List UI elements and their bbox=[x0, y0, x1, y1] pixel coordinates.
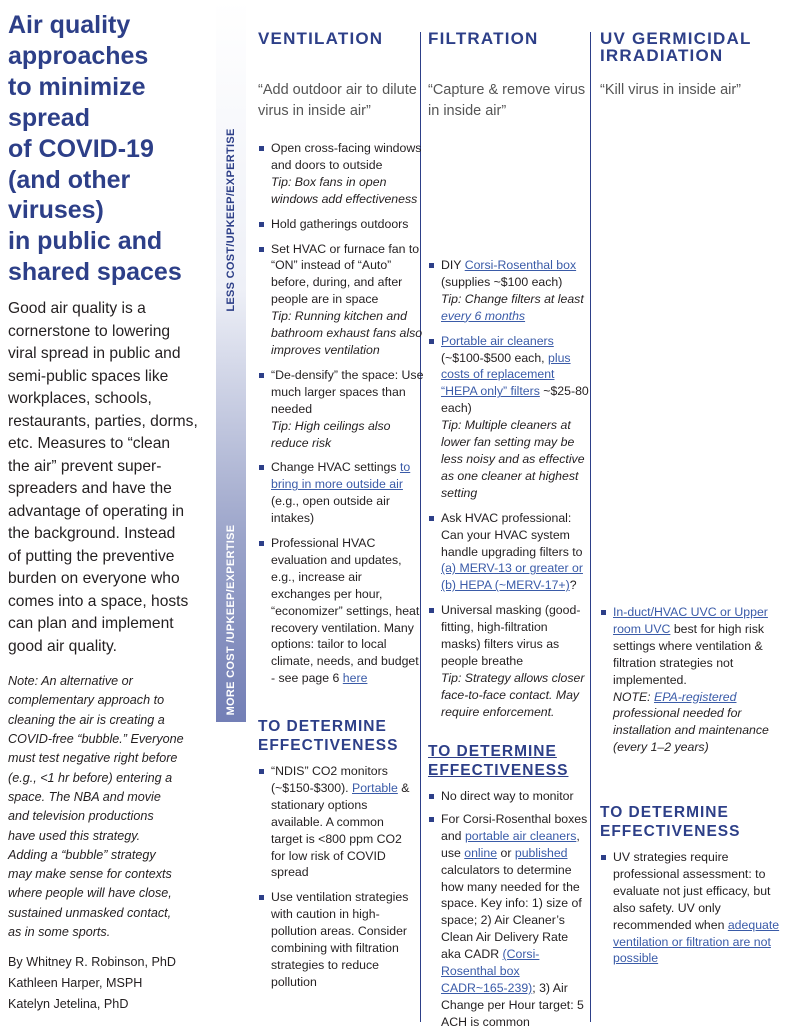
list-item: Hold gatherings outdoors bbox=[258, 216, 424, 233]
filtration-quote: “Capture & remove virus in inside air” bbox=[428, 82, 586, 119]
ventilation-effectiveness bbox=[258, 718, 418, 991]
ventilation-column bbox=[258, 30, 424, 47]
page-6-link[interactable]: here bbox=[342, 671, 368, 686]
merv-filters-link[interactable]: (a) MERV-13 or greater or (b) HEPA (~MERV-17+) bbox=[441, 561, 583, 593]
intro-paragraph: Good air quality is a cornerstone to lowering viral spread in public and semi-public spaces like workplaces, schools, restaurants, parties, dorms, etc. Measures to “clean the air” prevent super- spreaders and have the advantage of operating in the background. Instead of putting the preventive burden on everyone who comes into a space, hosts can plan and implement good air quality. bbox=[8, 300, 198, 655]
effectiveness-heading: TO DETERMINE EFFECTIVENESS bbox=[600, 804, 741, 840]
list-item: Change HVAC settings to bring in more outside air (e.g., open outside air intakes) bbox=[258, 459, 424, 527]
author-list bbox=[8, 952, 208, 1015]
portable-co2-link[interactable]: Portable bbox=[352, 780, 398, 795]
effectiveness-heading: TO DETERMINE EFFECTIVENESS bbox=[258, 718, 399, 754]
tip-text: Tip: Running kitchen and bathroom exhaust fans also improves ventilation bbox=[271, 309, 423, 357]
corsi-rosenthal-link[interactable]: Corsi-Rosenthal box bbox=[464, 258, 577, 272]
filtration-column bbox=[428, 30, 594, 47]
online-calculator-link[interactable]: online bbox=[464, 845, 498, 860]
list-item: Universal masking (good-fitting, high-filtration masks) filters virus as people breathe Tip: Strategy allows closer face-to-face contact. May require enforcement. bbox=[428, 602, 590, 720]
list-item: Professional HVAC evaluation and updates, e.g., increase air exchanges per hour, “economizer” settings, heat recovery ventilation. Many options: tailor to local climate, needs, and budget - see page 6 here bbox=[258, 535, 424, 687]
ventilation-heading: VENTILATION bbox=[258, 29, 384, 48]
page-title: Air quality approaches to minimize spread of COVID-19 (and other viruses) in public and shared spaces bbox=[8, 11, 182, 287]
filtration-heading: FILTRATION bbox=[428, 29, 539, 48]
list-item: Use ventilation strategies with caution in high-pollution areas. Consider combining with filtration strategies to reduce pollution bbox=[258, 889, 418, 990]
tip-text: Tip: Multiple cleaners at lower fan setting may be less noisy and as effective as one cleaner at highest setting bbox=[441, 418, 585, 500]
published-calculator-link[interactable]: published bbox=[514, 845, 568, 860]
portable-air-cleaners-link[interactable]: Portable air cleaners bbox=[441, 333, 554, 348]
list-item: In-duct/HVAC UVC or Upper room UVC best for high risk settings where ventilation & filtration strategies not implemented. NOTE: EPA-registered professional needed for installation and maintenance (every 1–2 years) bbox=[600, 604, 772, 756]
column-divider bbox=[590, 32, 591, 1022]
list-item: For Corsi-Rosenthal boxes and portable air cleaners, use online or published calculators to determine how many needed for the space. Key info: 1) size of space; 2) Air Cleaner’s Clean Air Delivery Rate aka CADR (Corsi-Rosenthal box CADR~165-239); 3) Air Change per Hour target: 5 ACH is common bbox=[428, 811, 588, 1031]
list-item: “NDIS” CO2 monitors (~$150-$300). Portable & stationary options available. A common target is <800 ppm CO2 for low risk of COVID spread bbox=[258, 763, 418, 881]
list-item: Open cross-facing windows and doors to outside Tip: Box fans in open windows add effectiveness bbox=[258, 140, 424, 208]
uv-effectiveness bbox=[600, 804, 780, 967]
list-item: DIY Corsi-Rosenthal box (supplies ~$100 each) Tip: Change filters at least every 6 months bbox=[428, 257, 590, 325]
list-item: Portable air cleaners (~$100-$500 each, plus costs of replacement “HEPA only” filters ~$25-80 each) Tip: Multiple cleaners at lower fan setting may be less noisy and as effective as one cleaner at highest setting bbox=[428, 333, 590, 502]
uv-quote: “Kill virus in inside air” bbox=[600, 82, 742, 98]
epa-registered-link[interactable]: EPA-registered bbox=[654, 689, 737, 704]
cadr-link[interactable]: (Corsi-Rosenthal box CADR~165-239) bbox=[441, 947, 540, 995]
author-2: Kathleen Harper, MSPH bbox=[8, 976, 143, 991]
uv-list bbox=[600, 604, 772, 756]
list-item: No direct way to monitor bbox=[428, 788, 588, 805]
list-item: Set HVAC or furnace fan to “ON” instead of “Auto” before, during, and after people are in space Tip: Running kitchen and bathroom exhaust fans also improves ventilation bbox=[258, 241, 424, 359]
hvac-settings-link[interactable]: to bring in more outside air bbox=[271, 460, 411, 492]
portable-air-cleaners-link[interactable]: portable air cleaners bbox=[464, 828, 577, 843]
left-column bbox=[8, 10, 208, 1015]
list-item: Ask HVAC professional: Can your HVAC system handle upgrading filters to (a) MERV-13 or greater or (b) HEPA (~MERV-17+)? bbox=[428, 510, 590, 595]
filter-schedule-link[interactable]: every 6 months bbox=[441, 308, 526, 323]
effectiveness-heading: TO DETERMINE EFFECTIVENESS bbox=[428, 743, 569, 779]
author-3: Katelyn Jetelina, PhD bbox=[8, 997, 129, 1012]
tip-text: Tip: Strategy allows closer face-to-face contact. May require enforcement. bbox=[441, 670, 585, 719]
filtration-effectiveness bbox=[428, 743, 588, 1031]
replacement-filters-link[interactable]: plus costs of replacement “HEPA only” filters bbox=[441, 350, 571, 399]
adequate-ventilation-link[interactable]: adequate ventilation or filtration are not possible bbox=[613, 917, 780, 966]
list-item: “De-densify” the space: Use much larger spaces than needed Tip: High ceilings also reduce risk bbox=[258, 367, 424, 452]
ventilation-list bbox=[258, 140, 424, 687]
filtration-list bbox=[428, 257, 590, 721]
uvc-link[interactable]: In-duct/HVAC UVC or Upper room UVC bbox=[613, 605, 768, 636]
uv-column bbox=[600, 30, 780, 64]
note-paragraph: Note: An alternative or complementary approach to cleaning the air is creating a COVID-free “bubble.” Everyone must test negative right before (e.g., <1 hr before) entering a space. The NBA and movie and television productions have used this strategy. Adding a “bubble” strategy may make sense for contexts where people will have close, sustained unmasked contact, as in some sports. bbox=[8, 674, 184, 940]
tip-text: Tip: Box fans in open windows add effectiveness bbox=[271, 174, 418, 206]
tip-text: Tip: High ceilings also reduce risk bbox=[271, 418, 391, 450]
author-1: By Whitney R. Robinson, PhD bbox=[8, 955, 176, 970]
cost-gradient-bar bbox=[216, 0, 246, 722]
more-cost-label: MORE COST /UPKEEP/EXPERTISE bbox=[225, 524, 237, 716]
ventilation-quote: “Add outdoor air to dilute virus in inside air” bbox=[258, 82, 417, 119]
less-cost-label: LESS COST/UPKEEP/EXPERTISE bbox=[225, 128, 237, 312]
uv-heading: UV GERMICIDAL IRRADIATION bbox=[600, 29, 752, 65]
list-item: UV strategies require professional assessment: to evaluate not just efficacy, but also safety. UV only recommended when adequate ventilation or filtration are not possible bbox=[600, 849, 780, 967]
